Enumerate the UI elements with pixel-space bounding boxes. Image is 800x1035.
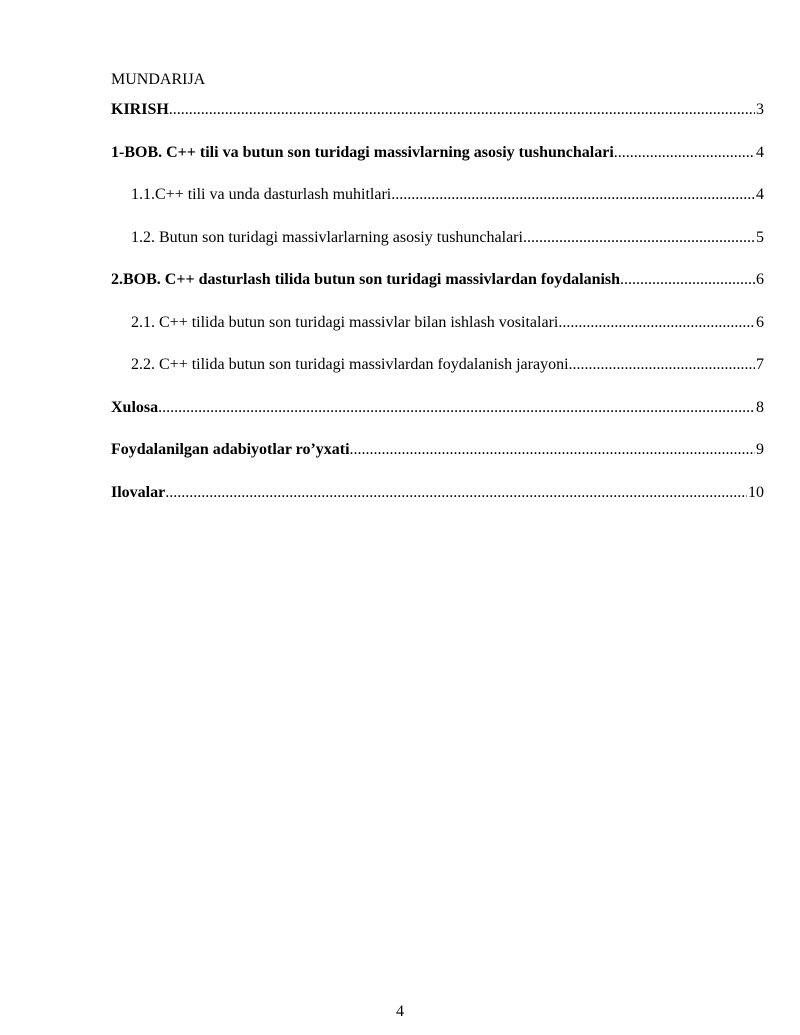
toc-entry-label: 2.2. C++ tilida butun son turidagi massivlardan foydalanish jarayoni <box>131 356 569 373</box>
toc-entry-section-2-2 <box>111 353 764 377</box>
toc-entry-chapter-2 <box>111 268 764 292</box>
toc-dot-leader <box>350 438 755 462</box>
table-of-contents <box>111 98 764 523</box>
toc-entry-references <box>111 438 764 462</box>
toc-entry-page: 4 <box>756 143 764 161</box>
toc-entry-page: 4 <box>756 186 764 203</box>
toc-entry-page: 6 <box>756 313 764 331</box>
toc-entry-section-1-1 <box>111 183 764 207</box>
page-number: 4 <box>396 1003 404 1020</box>
toc-dot-leader <box>620 268 755 292</box>
toc-entry-chapter-1 <box>111 141 764 165</box>
toc-dot-leader <box>391 183 755 207</box>
toc-entry-appendices <box>111 481 764 505</box>
toc-entry-section-2-1 <box>111 311 764 335</box>
toc-entry-page: 9 <box>756 441 764 458</box>
toc-dot-leader <box>523 226 755 250</box>
toc-entry-label: KIRISH <box>111 101 169 118</box>
toc-entry-page: 8 <box>756 398 764 416</box>
toc-entry-page: 10 <box>748 483 764 501</box>
toc-entry-label: Ilovalar <box>111 483 166 501</box>
toc-entry-label: 1.2. Butun son turidagi massivlarlarning asosiy tushunchalari <box>131 228 523 246</box>
toc-entry-label: 2.1. C++ tilida butun son turidagi massivlar bilan ishlash vositalari <box>131 313 559 331</box>
toc-entry-page: 5 <box>756 228 764 246</box>
toc-entry-label: 1.1.C++ tili va unda dasturlash muhitlari <box>131 186 392 203</box>
toc-entry-page: 3 <box>756 101 764 118</box>
toc-entry-label: 1-BOB. C++ tili va butun son turidagi massivlarning asosiy tushunchalari <box>111 143 614 161</box>
toc-heading: MUNDARIJA <box>111 71 206 88</box>
toc-dot-leader <box>569 353 755 377</box>
toc-entry-label: Foydalanilgan adabiyotlar ro’yxati <box>111 441 350 458</box>
toc-dot-leader <box>158 396 755 420</box>
toc-entry-kirish <box>111 98 764 122</box>
toc-entry-page: 7 <box>756 356 764 373</box>
toc-entry-page: 6 <box>756 271 764 288</box>
toc-dot-leader <box>165 481 747 505</box>
toc-entry-section-1-2 <box>111 226 764 250</box>
toc-dot-leader <box>614 141 755 165</box>
toc-dot-leader <box>558 311 755 335</box>
toc-dot-leader <box>169 98 755 122</box>
toc-entry-label: Xulosa <box>111 398 159 416</box>
toc-entry-xulosa <box>111 396 764 420</box>
toc-entry-label: 2.BOB. C++ dasturlash tilida butun son turidagi massivlardan foydalanish <box>111 271 621 288</box>
